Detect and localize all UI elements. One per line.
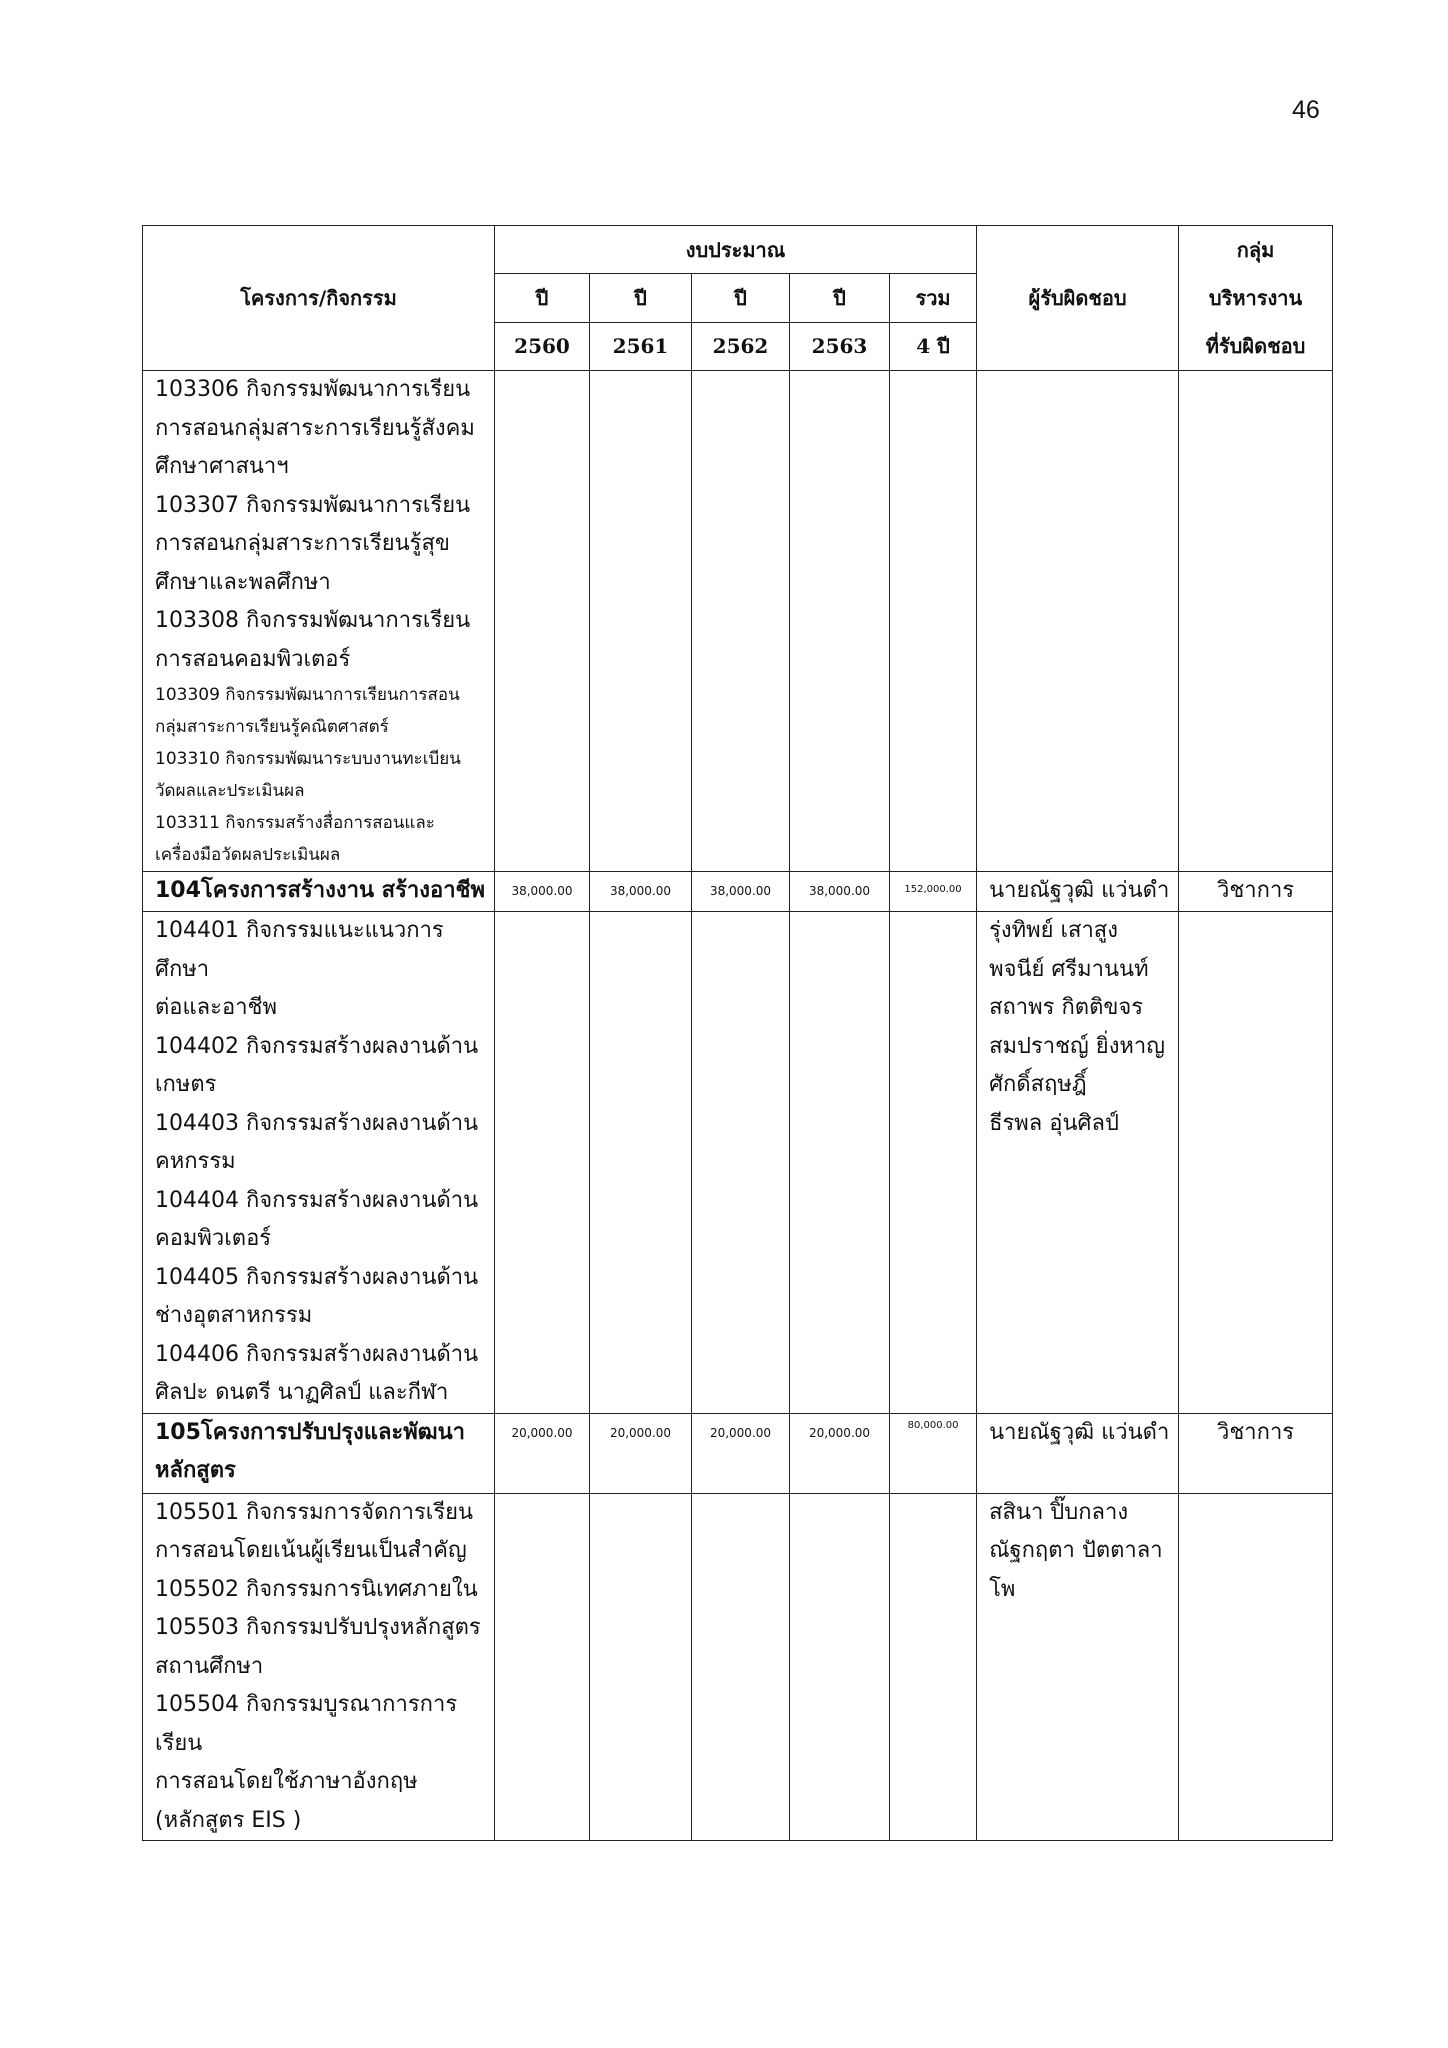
activities-104-text: 104401 กิจกรรมแนะแนวการศึกษา ต่อและอาชีพ 104402 กิจกรรมสร้างผลงานด้าน เกษตร 104403 กิจกรรมสร้างผลงานด้าน คหกรรม 104404 กิจกรรมสร้างผลงานด้าน คอมพิวเตอร์ 104405 กิจกรรมสร้างผลงานด้าน ช่างอุตสาหกรรม 104406 กิจกรรมสร้างผลงานด้าน ศิลปะ ดนตรี นาฏศิลป์ และกีฬา (155, 918, 479, 1405)
responsible-105-list: สสินา ปิ๊บกลาง ณัฐกฤตา ปัตตาลา โพ (989, 1499, 1163, 1602)
year-2563-label: ปี (790, 274, 890, 322)
year-2560-value: 2560 (495, 322, 590, 370)
amount-105-total: 80,000.00 (907, 1419, 959, 1431)
activities-row-104 (143, 912, 1333, 1414)
responsible-header: ผู้รับผิดชอบ (977, 226, 1179, 371)
activities-105-text: 105501 กิจกรรมการจัดการเรียน การสอนโดยเน้นผู้เรียนเป็นสำคัญ 105502 กิจกรรมการนิเทศภายใน 105503 กิจกรรมปรับปรุงหลักสูตร สถานศึกษา 105504 กิจกรรมบูรณาการการเรียน การสอนโดยใช้ภาษาอังกฤษ (หลักสูตร EIS ) (155, 1499, 481, 1833)
project-105-title: 105โครงการปรับปรุงและพัฒนา หลักสูตร (155, 1419, 466, 1483)
activities-row-103 (143, 371, 1333, 872)
year-2560-label: ปี (495, 274, 590, 322)
year-2562-value: 2562 (692, 322, 790, 370)
project-105-cell (143, 1413, 495, 1493)
activities-cell-105 (143, 1493, 495, 1841)
amount-104-2563: 38,000.00 (808, 884, 871, 898)
group-header-line-3: ที่รับผิดชอบ (1205, 334, 1306, 358)
activities-cell-104 (143, 912, 495, 1414)
responsible-105: นายณัฐวุฒิ แว่นดำ (989, 1419, 1170, 1445)
responsible-104: นายณัฐวุฒิ แว่นดำ (989, 878, 1170, 903)
year-2561-value: 2561 (590, 322, 692, 370)
amount-104-2562: 38,000.00 (709, 884, 772, 898)
group-104: วิชาการ (1216, 878, 1295, 903)
amount-105-2563: 20,000.00 (808, 1425, 871, 1440)
group-105: วิชาการ (1216, 1419, 1295, 1445)
project-104-title: 104โครงการสร้างงาน สร้างอาชีพ (155, 878, 485, 903)
responsible-104-list: รุ่งทิพย์ เสาสูง พจนีย์ ศรีมานนท์ สถาพร กิตติขจร สมปราชญ์ ยิ่งหาญ ศักดิ์สฤษฎิ์ ธีรพล อุ่นศิลป์ (989, 918, 1166, 1136)
total-years-value: 4 ปี (890, 322, 977, 370)
page-number: 46 (1292, 96, 1320, 124)
activities-103-small-text: 103309 กิจกรรมพัฒนาการเรียนการสอน กลุ่มสาระการเรียนรู้คณิตศาสตร์ 103310 กิจกรรมพัฒนาระบบงานทะเบียน วัดผลและประเมินผล 103311 กิจกรรมสร้างสื่อการสอนและ เครื่องมือวัดผลประเมินผล (155, 685, 461, 865)
activities-cell-103 (143, 371, 495, 872)
year-2561-label: ปี (590, 274, 692, 322)
activity-header: โครงการ/กิจกรรม (143, 226, 495, 371)
amount-105-2560: 20,000.00 (511, 1425, 573, 1440)
activities-row-105 (143, 1493, 1333, 1841)
group-header-line-1: กลุ่ม (1236, 238, 1275, 262)
amount-104-2561: 38,000.00 (609, 884, 672, 898)
project-104-cell (143, 872, 495, 912)
group-header (1179, 226, 1333, 371)
header-row-1 (143, 226, 1333, 274)
project-row-105 (143, 1413, 1333, 1493)
year-2563-value: 2563 (790, 322, 890, 370)
project-row-104 (143, 872, 1333, 912)
amount-104-total: 152,000.00 (904, 884, 962, 895)
amount-104-2560: 38,000.00 (511, 884, 573, 898)
group-header-line-2: บริหารงาน (1208, 286, 1303, 310)
budget-table (142, 225, 1333, 1841)
total-label: รวม (890, 274, 977, 322)
activities-103-text: 103306 กิจกรรมพัฒนาการเรียน การสอนกลุ่มสาระการเรียนรู้สังคม ศึกษาศาสนาฯ 103307 กิจกรรมพัฒนาการเรียน การสอนกลุ่มสาระการเรียนรู้สุข ศึกษาและพลศึกษา 103308 กิจกรรมพัฒนาการเรียน การสอนคอมพิวเตอร์ (155, 377, 475, 672)
budget-header: งบประมาณ (495, 226, 977, 274)
amount-105-2562: 20,000.00 (709, 1425, 772, 1440)
amount-105-2561: 20,000.00 (609, 1425, 672, 1440)
year-2562-label: ปี (692, 274, 790, 322)
